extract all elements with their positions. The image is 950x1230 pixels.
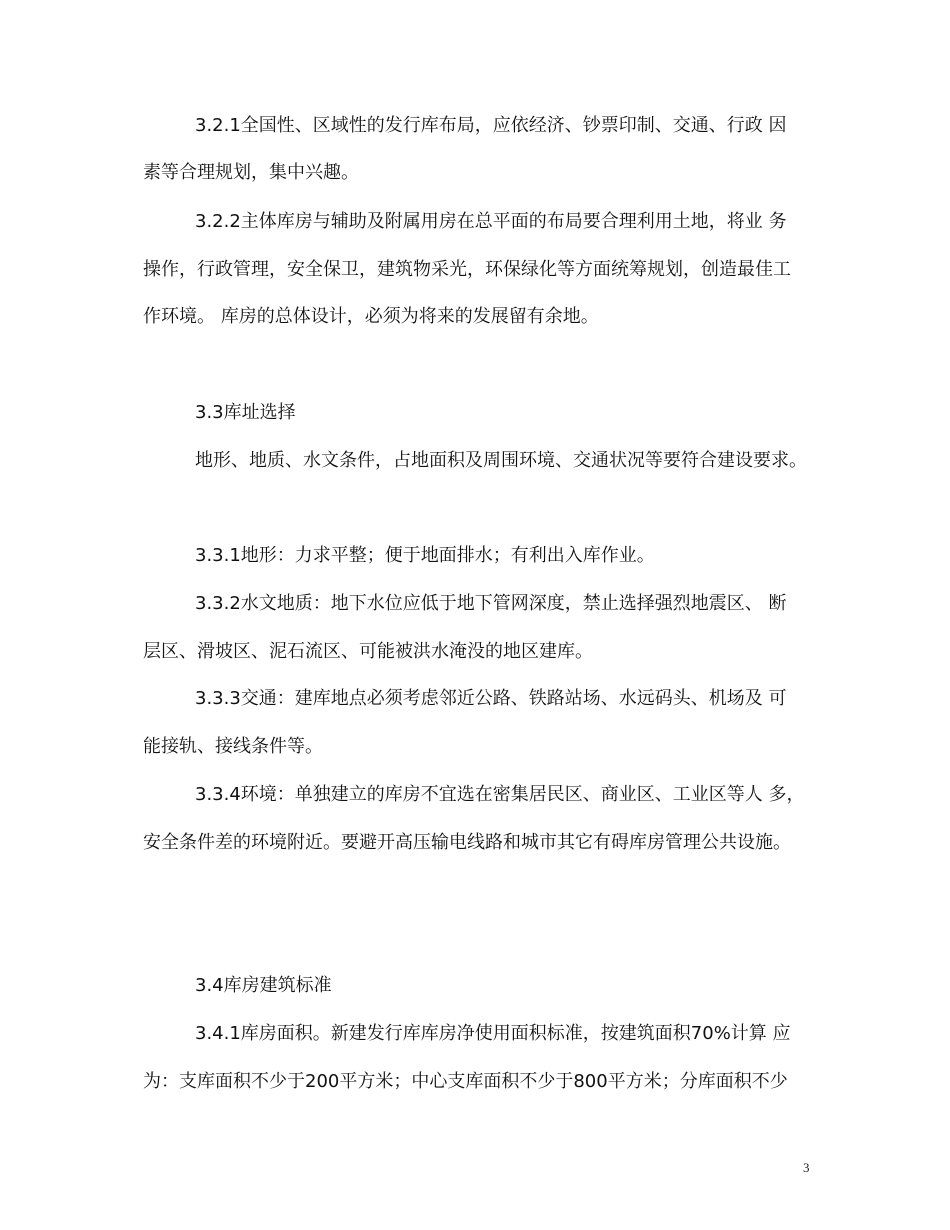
text-line: 地形、地质、水文条件，占地面积及周围环境、交通状况等要符合建设要求。 <box>195 450 807 471</box>
text-line: 3.2.1全国性、区域性的发行库布局，应依经济、钞票印制、交通、行政 因 <box>195 115 787 136</box>
text-line: 能接轨、接线条件等。 <box>143 736 323 757</box>
text-line: 作环境。 库房的总体设计，必须为将来的发展留有余地。 <box>143 306 599 327</box>
text-line: 3.3.2水文地质：地下水位应低于地下管网深度，禁止选择强烈地震区、 断 <box>195 593 787 614</box>
text-line: 3.2.2主体库房与辅助及附属用房在总平面的布局要合理利用土地，将业 务 <box>195 211 787 232</box>
text-line: 3.3.4环境：单独建立的库房不宜选在密集居民区、商业区、工业区等人 多， <box>195 784 805 805</box>
section-heading: 3.4库房建筑标准 <box>195 975 332 996</box>
section-heading: 3.3库址选择 <box>195 402 296 423</box>
text-line: 层区、滑坡区、泥石流区、可能被洪水淹没的地区建库。 <box>143 641 593 662</box>
page-number: 3 <box>803 1160 810 1175</box>
text-line: 操作，行政管理，安全保卫，建筑物采光，环保绿化等方面统筹规划，创造最佳工 <box>143 259 791 280</box>
text-line: 素等合理规划，集中兴趣。 <box>143 162 359 183</box>
text-line: 安全条件差的环境附近。要避开高压输电线路和城市其它有碍库房管理公共设施。 <box>143 832 791 853</box>
text-line: 为：支库面积不少于200平方米；中心支库面积不少于800平方米；分库面积不少 <box>143 1071 788 1092</box>
text-line: 3.3.3交通：建库地点必须考虑邻近公路、铁路站场、水远码头、机场及 可 <box>195 688 787 709</box>
text-line: 3.3.1地形：力求平整；便于地面排水；有利出入库作业。 <box>195 545 655 566</box>
text-line: 3.4.1库房面积。新建发行库库房净使用面积标准，按建筑面积70%计算 应 <box>195 1023 791 1044</box>
